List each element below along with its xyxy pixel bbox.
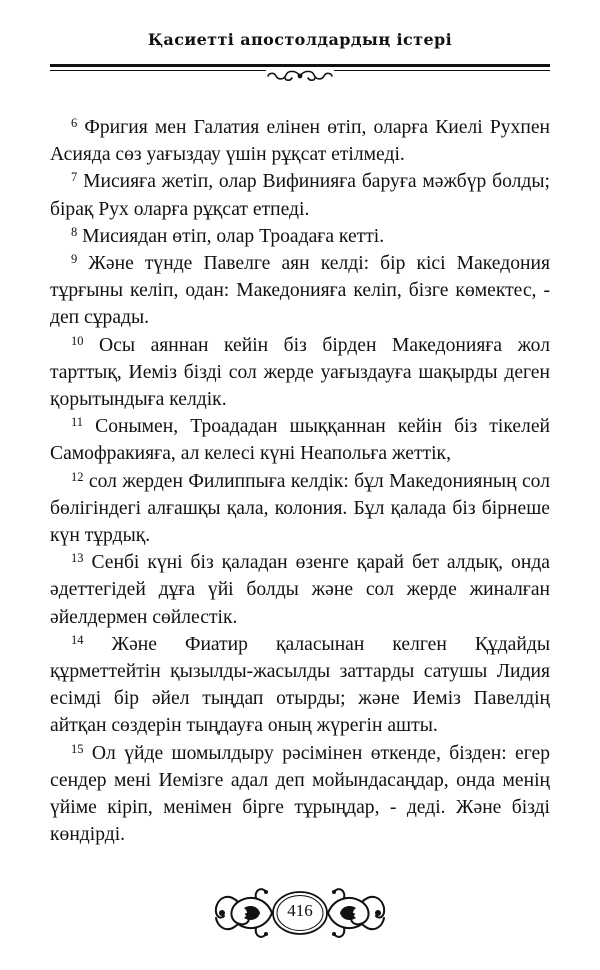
verse-text: Осы аяннан кейін біз бірден Македонияға жол тарттық, Иеміз бізді сол жерде уағыздауға шақырды деген қорытындыға келдік. (50, 334, 550, 411)
verse (50, 549, 550, 631)
verse (50, 740, 550, 849)
verse (50, 168, 550, 222)
running-head-title: Қасиетті апостолдардың істері (147, 30, 453, 49)
header-ornament (266, 69, 334, 83)
verse (50, 631, 550, 740)
verse-text: Сонымен, Троададан шыққаннан кейін біз тікелей Самофракияға, ал келесі күні Неапольға жеттік, (50, 416, 551, 465)
verse-text: Және түнде Павелге аян келді: бір кісі Македония тұрғыны келіп, одан: Македонияға келіп, бізге көмектес, - деп сұрады. (50, 253, 550, 329)
verse (50, 332, 550, 414)
page-number: 416 (287, 901, 313, 920)
scripture-text (50, 114, 550, 848)
header-rule-thick (50, 64, 550, 67)
verse-number: 7 (71, 170, 78, 185)
verse-number: 8 (71, 224, 78, 239)
verse (50, 223, 550, 250)
verse-number: 6 (71, 116, 78, 130)
verse (50, 114, 550, 168)
verse-text: сол жерден Филиппыға келдік: бұл Македонияның сол бөлігіндегі алғашқы қала, колония. Бұл қалада біз бірнеше күн тұрдық. (50, 470, 550, 547)
verse-number: 10 (71, 333, 84, 348)
verse (50, 468, 550, 550)
verse-number: 14 (71, 632, 84, 647)
verse-text: Мисиядан өтіп, олар Троадаға кетті. (82, 225, 385, 247)
verse-text: Мисияға жетіп, олар Вифинияға баруға мәжбүр болды; бірақ Рух оларға рұқсат етпеді. (50, 171, 550, 220)
verse-number: 13 (71, 551, 84, 566)
verse (50, 413, 550, 467)
verse-text: Және Фиатир қаласынан келген Құдайды құрметтейтін қызылды-жасылды заттарды сатушы Лидия есімді бір әйел тыңдап отырды; және Иеміз Павелдің айтқан сөздерін тыңдауға оның жүрегін ашты. (50, 633, 550, 737)
verse (50, 250, 550, 332)
verse-text: Ол үйде шомылдыру рәсімінен өткенде, бізден: егер сендер мені Иемізге адал деп мойындасаңдар, онда менің үйіме кіріп, менімен бірге тұрыңдар, - деді. Және бізді көндірді. (50, 742, 551, 846)
verse-number: 9 (71, 252, 78, 267)
verse-number: 15 (71, 741, 84, 756)
verse-text: Сенбі күні біз қаладан өзенге қарай бет алдық, онда әдеттегідей дұға үйі болды және сол жерде жиналған әйелдермен сөйлестік. (50, 552, 550, 628)
verse-number: 12 (71, 469, 84, 484)
verse-number: 11 (71, 415, 84, 430)
verse-text: Фригия мен Галатия елінен өтіп, оларға Киелі Рухпен Асияда сөз уағыздау үшін рұқсат етілмеді. (50, 117, 550, 166)
